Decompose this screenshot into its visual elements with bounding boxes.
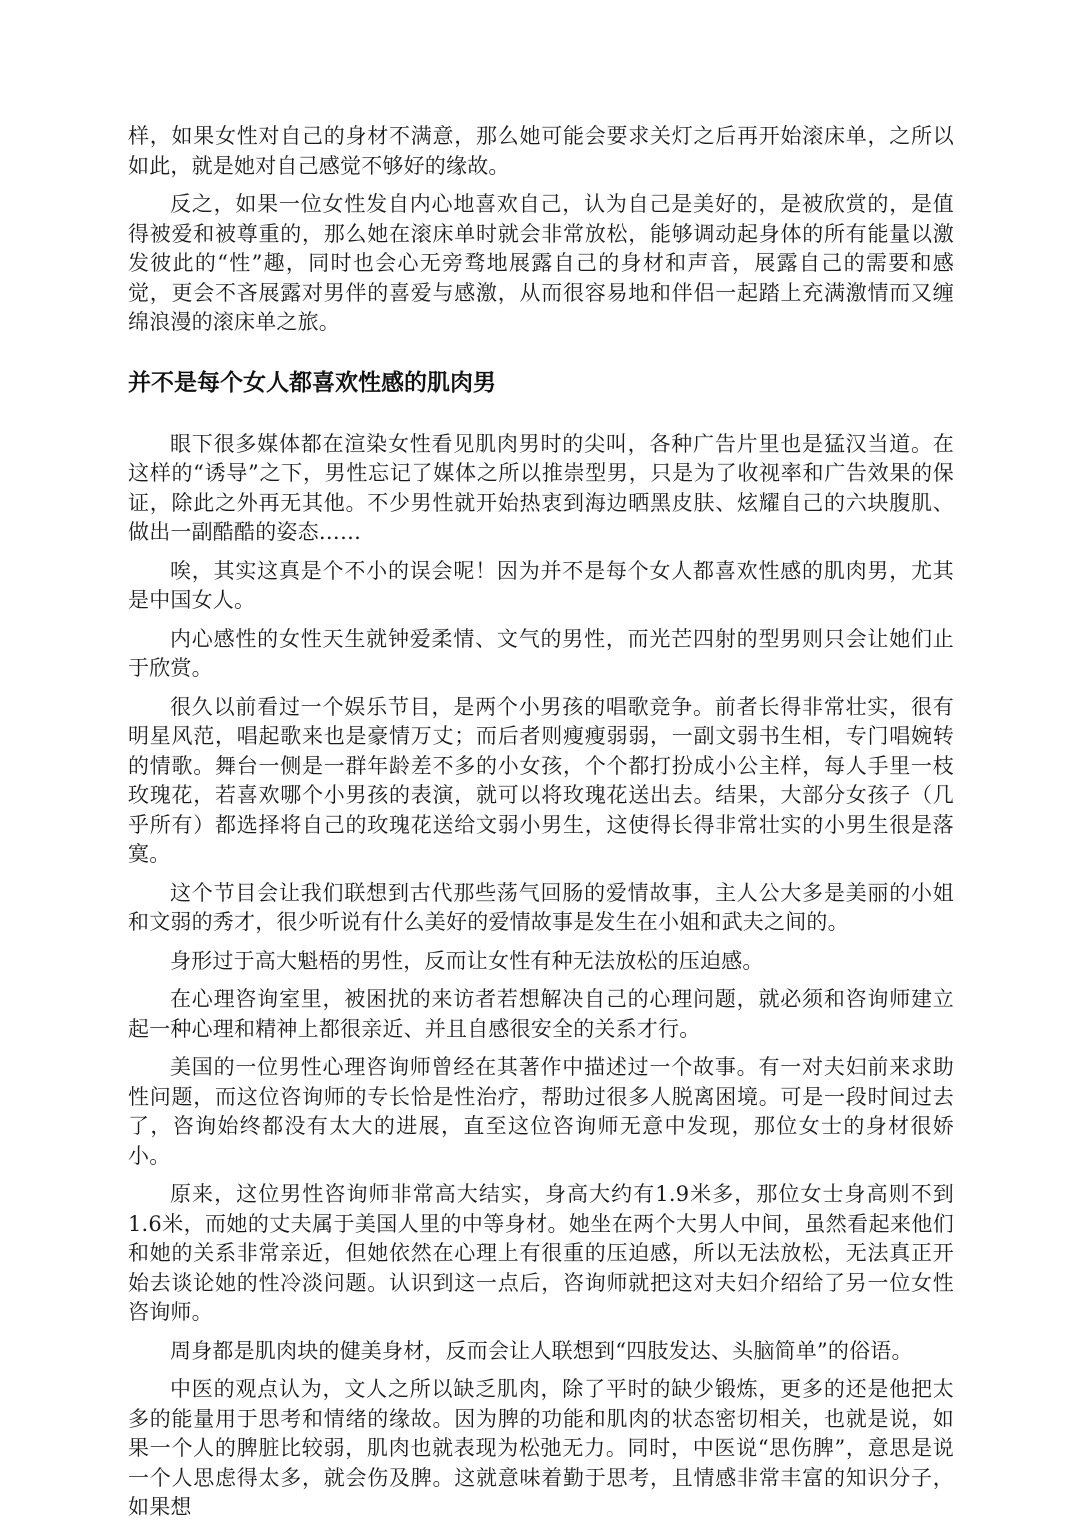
paragraph: 美国的一位男性心理咨询师曾经在其著作中描述过一个故事。有一对夫妇前来求助性问题，而这位咨询师的专长恰是性治疗，帮助过很多人脱离困境。可是一段时间过去了，咨询始终都没有太大的进展，直至这位咨询师无意中发现，那位女士的身材很娇小。: [128, 1055, 954, 1168]
paragraph: 周身都是肌肉块的健美身材，反而会让人联想到“四肢发达、头脑简单”的俗语。: [170, 1338, 913, 1363]
document-page: [128, 122, 954, 1532]
paragraph: 原来，这位男性咨询师非常高大结实，身高大约有1.9米多，那位女士身高则不到1.6米，而她的丈夫属于美国人里的中等身材。她坐在两个大男人中间，虽然看起来他们和她的关系非常亲近，但她依然在心理上有很重的压迫感，所以无法放松，无法真正开始去谈论她的性冷淡问题。认识到这一点后，咨询师就把这对夫妇介绍给了另一位女性咨询师。: [128, 1182, 954, 1324]
paragraph: 这个节目会让我们联想到古代那些荡气回肠的爱情故事，主人公大多是美丽的小姐和文弱的秀才，很少听说有什么美好的爱情故事是发生在小姐和武夫之间的。: [128, 880, 954, 934]
paragraph: 反之，如果一位女性发自内心地喜欢自己，认为自己是美好的，是被欣赏的，是值得被爱和被尊重的，那么她在滚床单时就会非常放松，能够调动起身体的所有能量以激发彼此的“性”趣，同时也会心无旁骛地展露自己的身材和声音，展露自己的需要和感觉，更会不吝展露对男伴的喜爱与感激，从而很容易地和伴侣一起踏上充满激情而又缠绵浪漫的滚床单之旅。: [128, 192, 954, 334]
paragraph: 在心理咨询室里，被困扰的来访者若想解决自己的心理问题，就必须和咨询师建立起一种心理和精神上都很亲近、并且自感很安全的关系才行。: [128, 987, 954, 1041]
paragraph: 眼下很多媒体都在渲染女性看见肌肉男时的尖叫，各种广告片里也是猛汉当道。在这样的“诱导”之下，男性忘记了媒体之所以推崇型男，只是为了收视率和广告效果的保证，除此之外再无其他。不少男性就开始热衷到海边晒黑皮肤、炫耀自己的六块腹肌、做出一副酷酷的姿态……: [128, 431, 954, 544]
paragraph: 中医的观点认为，文人之所以缺乏肌肉，除了平时的缺少锻炼，更多的还是他把太多的能量用于思考和情绪的缘故。因为脾的功能和肌肉的状态密切相关，也就是说，如果一个人的脾脏比较弱，肌肉也就表现为松弛无力。同时，中医说“思伤脾”，意思是说一个人思虑得太多，就会伤及脾。这就意味着勤于思考，且情感非常丰富的知识分子，如果想: [128, 1377, 954, 1519]
paragraph: 内心感性的女性天生就钟爱柔情、文气的男性，而光芒四射的型男则只会让她们止于欣赏。: [128, 626, 954, 680]
paragraph-continued: 样，如果女性对自己的身材不满意，那么她可能会要求关灯之后再开始滚床单，之所以如此，就是她对自己感觉不够好的缘故。: [128, 124, 954, 178]
paragraph: 唉，其实这真是个不小的误会呢！因为并不是每个女人都喜欢性感的肌肉男，尤其是中国女人。: [128, 558, 954, 612]
paragraph: 身形过于高大魁梧的男性，反而让女性有种无法放松的压迫感。: [170, 948, 764, 973]
paragraph: 很久以前看过一个娱乐节目，是两个小男孩的唱歌竞争。前者长得非常壮实，很有明星风范，唱起歌来也是豪情万丈；而后者则瘦瘦弱弱，一副文弱书生相，专门唱婉转的情歌。舞台一侧是一群年龄差不多的小女孩，个个都打扮成小公主样，每人手里一枝玫瑰花，若喜欢哪个小男孩的表演，就可以将玫瑰花送出去。结果，大部分女孩子（几乎所有）都选择将自己的玫瑰花送给文弱小男生，这使得长得非常壮实的小男生很是落寞。: [128, 694, 954, 866]
section-heading: 并不是每个女人都喜欢性感的肌肉男: [128, 369, 496, 396]
